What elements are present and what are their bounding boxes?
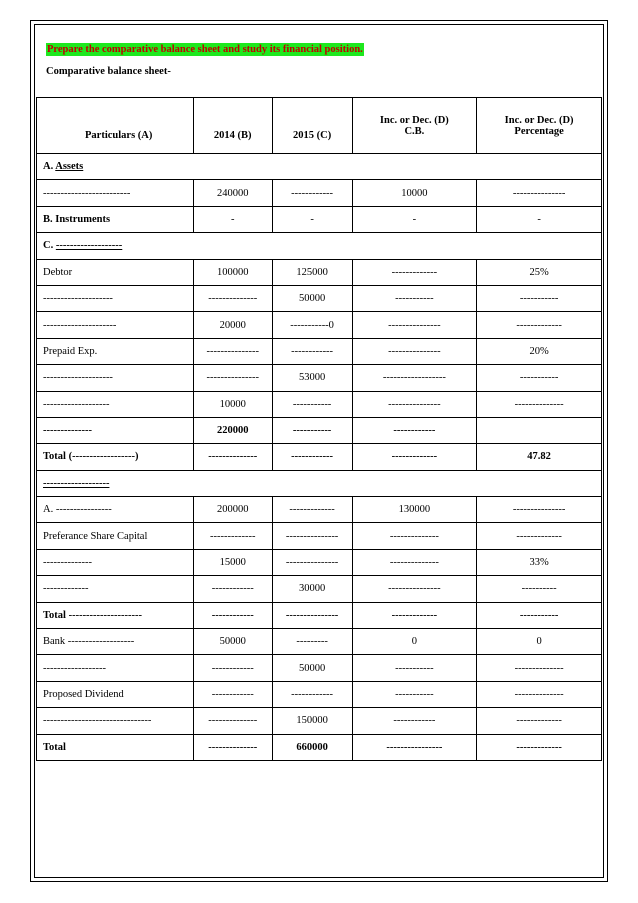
cell-2014: -------------- [193, 734, 272, 760]
header-inc-dec-cb [352, 98, 477, 154]
cell-2015: --------------- [272, 523, 352, 549]
cell-particulars: Total (------------------) [37, 444, 194, 470]
section-title: ------------------- [55, 240, 123, 252]
cell-inc-dec-percentage: - [477, 206, 602, 232]
cell-particulars: -------------------- [37, 365, 194, 391]
section-label [37, 233, 602, 259]
cell-2015: 50000 [272, 285, 352, 311]
section-title: Assets [55, 161, 84, 173]
cell-inc-dec-cb: --------------- [352, 312, 477, 338]
cell-inc-dec-percentage: ------------- [477, 734, 602, 760]
table-row [37, 391, 602, 417]
cell-particulars: Proposed Dividend [37, 681, 194, 707]
cell-particulars: -------------------- [37, 285, 194, 311]
cell-inc-dec-percentage: ----------- [477, 602, 602, 628]
total-row [37, 734, 602, 760]
section-prefix: C. [43, 240, 56, 252]
comparative-balance-sheet-table [36, 97, 602, 761]
cell-inc-dec-percentage: -------------- [477, 391, 602, 417]
cell-2015: 660000 [272, 734, 352, 760]
total-row [37, 417, 602, 443]
table-row [37, 259, 602, 285]
cell-2014: ------------ [193, 655, 272, 681]
cell-inc-dec-percentage: 0 [477, 629, 602, 655]
cell-particulars: ------------------------------- [37, 708, 194, 734]
section-row [37, 470, 602, 496]
cell-inc-dec-percentage: 20% [477, 338, 602, 364]
cell-2014: ------------ [193, 681, 272, 707]
cell-inc-dec-cb: ---------------- [352, 734, 477, 760]
cell-inc-dec-cb: ------------- [352, 444, 477, 470]
table-row [37, 681, 602, 707]
cell-particulars: ------------- [37, 576, 194, 602]
table-row [37, 312, 602, 338]
table-row [37, 708, 602, 734]
header-row [37, 98, 602, 154]
cell-particulars: ------------------------- [37, 180, 194, 206]
cell-inc-dec-cb: ------------ [352, 417, 477, 443]
table-row [37, 180, 602, 206]
cell-inc-dec-percentage: --------------- [477, 180, 602, 206]
cell-2014: 15000 [193, 549, 272, 575]
header-inc-dec-pct-line1: Inc. or Dec. (D) [504, 114, 574, 126]
cell-2015: 125000 [272, 259, 352, 285]
cell-inc-dec-cb: ------------ [352, 708, 477, 734]
cell-inc-dec-cb: ------------------ [352, 365, 477, 391]
cell-2015: 30000 [272, 576, 352, 602]
cell-inc-dec-cb: ------------- [352, 602, 477, 628]
cell-inc-dec-percentage: -------------- [477, 681, 602, 707]
header-2015: 2015 (C) [272, 98, 352, 154]
cell-inc-dec-cb: ----------- [352, 285, 477, 311]
cell-2015: - [272, 206, 352, 232]
cell-particulars: Total --------------------- [37, 602, 194, 628]
table-row [37, 285, 602, 311]
cell-2014: ------------- [193, 523, 272, 549]
cell-2015: ------------ [272, 338, 352, 364]
cell-inc-dec-percentage: ----------- [477, 285, 602, 311]
cell-inc-dec-percentage: 25% [477, 259, 602, 285]
cell-inc-dec-cb: 130000 [352, 497, 477, 523]
cell-2015: ------------ [272, 444, 352, 470]
cell-inc-dec-percentage: ------------- [477, 708, 602, 734]
cell-inc-dec-cb: --------------- [352, 338, 477, 364]
table-caption: Comparative balance sheet- [46, 66, 171, 77]
table-row [37, 629, 602, 655]
table-row [37, 655, 602, 681]
cell-particulars: Preferance Share Capital [37, 523, 194, 549]
cell-particulars: Prepaid Exp. [37, 338, 194, 364]
table-row [37, 549, 602, 575]
cell-2014: --------------- [193, 365, 272, 391]
cell-particulars: -------------- [37, 549, 194, 575]
cell-2015: --------------- [272, 602, 352, 628]
cell-inc-dec-percentage: 33% [477, 549, 602, 575]
cell-particulars: Total [37, 734, 194, 760]
cell-2014: 20000 [193, 312, 272, 338]
cell-inc-dec-cb: -------------- [352, 523, 477, 549]
section-label [37, 470, 602, 496]
cell-particulars: Debtor [37, 259, 194, 285]
cell-inc-dec-percentage: ------------- [477, 312, 602, 338]
cell-inc-dec-percentage: --------------- [477, 497, 602, 523]
cell-2015: --------------- [272, 549, 352, 575]
question-heading [46, 44, 364, 55]
cell-inc-dec-cb: --------------- [352, 576, 477, 602]
cell-particulars: --------------------- [37, 312, 194, 338]
cell-2015: ------------ [272, 180, 352, 206]
cell-2014: 240000 [193, 180, 272, 206]
cell-2014: 10000 [193, 391, 272, 417]
cell-inc-dec-cb: 0 [352, 629, 477, 655]
cell-2014: 100000 [193, 259, 272, 285]
total-row [37, 444, 602, 470]
cell-particulars: ------------------ [37, 655, 194, 681]
cell-inc-dec-cb: 10000 [352, 180, 477, 206]
header-particulars: Particulars (A) [37, 98, 194, 154]
cell-particulars: -------------- [37, 417, 194, 443]
cell-2014: 200000 [193, 497, 272, 523]
section-label [37, 154, 602, 180]
cell-particulars: Bank ------------------- [37, 629, 194, 655]
header-inc-dec-cb-line2: C.B. [404, 125, 425, 137]
section-prefix: A. [43, 161, 56, 173]
table-row [37, 365, 602, 391]
cell-inc-dec-percentage: -------------- [477, 655, 602, 681]
cell-2015: 50000 [272, 655, 352, 681]
cell-inc-dec-percentage: 47.82 [477, 444, 602, 470]
table-row [37, 206, 602, 232]
table-body [37, 154, 602, 761]
table-row [37, 338, 602, 364]
cell-2015: 53000 [272, 365, 352, 391]
cell-2014: ------------ [193, 602, 272, 628]
cell-2015: ------------ [272, 681, 352, 707]
cell-inc-dec-percentage: ---------- [477, 576, 602, 602]
cell-inc-dec-cb: --------------- [352, 391, 477, 417]
cell-2014: 220000 [193, 417, 272, 443]
section-row [37, 233, 602, 259]
cell-2014: -------------- [193, 285, 272, 311]
cell-2015: -----------0 [272, 312, 352, 338]
header-2014: 2014 (B) [193, 98, 272, 154]
cell-2014: -------------- [193, 708, 272, 734]
table-row [37, 497, 602, 523]
cell-inc-dec-percentage: ----------- [477, 365, 602, 391]
cell-2015: 150000 [272, 708, 352, 734]
cell-inc-dec-percentage [477, 417, 602, 443]
cell-particulars: A. ---------------- [37, 497, 194, 523]
cell-inc-dec-cb: -------------- [352, 549, 477, 575]
total-row [37, 602, 602, 628]
cell-inc-dec-cb: ------------- [352, 259, 477, 285]
cell-2015: ----------- [272, 417, 352, 443]
cell-2014: - [193, 206, 272, 232]
header-inc-dec-cb-line1: Inc. or Dec. (D) [379, 114, 449, 126]
header-inc-dec-pct-line2: Percentage [514, 125, 564, 137]
cell-2015: ----------- [272, 391, 352, 417]
section-title: ------------------- [43, 477, 110, 489]
table-row [37, 576, 602, 602]
header-inc-dec-percentage [477, 98, 602, 154]
cell-2014: ------------ [193, 576, 272, 602]
cell-inc-dec-percentage: ------------- [477, 523, 602, 549]
highlighted-heading-text: Prepare the comparative balance sheet and study its financial position. [47, 44, 363, 55]
section-row [37, 154, 602, 180]
cell-2014: --------------- [193, 338, 272, 364]
table-row [37, 523, 602, 549]
cell-inc-dec-cb: ----------- [352, 655, 477, 681]
cell-2015: ------------- [272, 497, 352, 523]
cell-inc-dec-cb: - [352, 206, 477, 232]
cell-particulars: B. Instruments [37, 206, 194, 232]
cell-2014: -------------- [193, 444, 272, 470]
cell-particulars: ------------------- [37, 391, 194, 417]
cell-2014: 50000 [193, 629, 272, 655]
cell-inc-dec-cb: ----------- [352, 681, 477, 707]
cell-2015: --------- [272, 629, 352, 655]
